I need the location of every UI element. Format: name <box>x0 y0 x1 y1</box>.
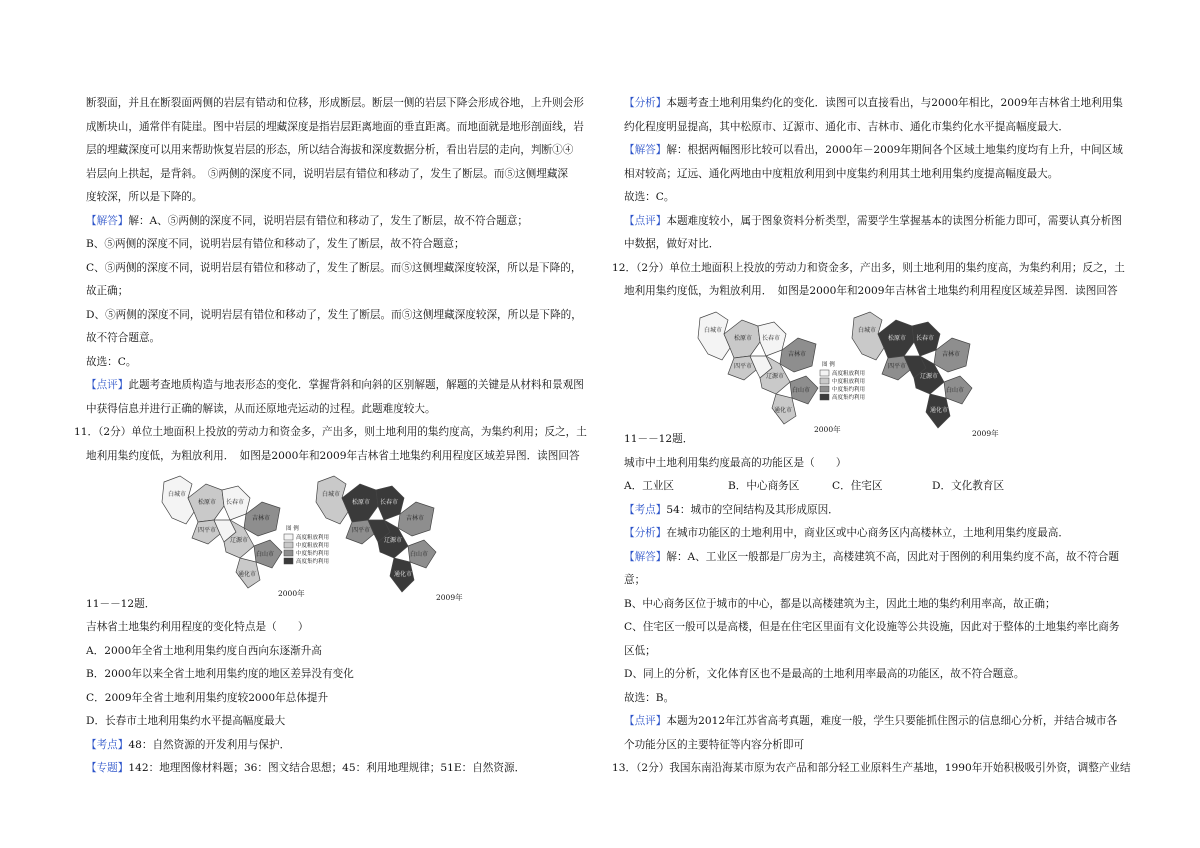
answer-tag: 【解答】 <box>86 214 129 227</box>
year-2009: 2009年 <box>436 593 463 602</box>
figure-caption: 11－－12题． <box>624 433 694 445</box>
q11-option-c[interactable]: C．2009年全省土地利用集约度较2000年总体提升 <box>86 691 329 704</box>
comment2-1: 【点评】本题为2012年江苏省高考真题，难度一般，学生只要能抓住图示的信息细心分析，并结合城市各 <box>624 715 1118 727</box>
left-column <box>74 92 606 781</box>
q12-option-a[interactable]: A．工业区 <box>624 480 675 492</box>
kaodian: 【考点】54：城市的空间结构及其形成原因． <box>624 503 839 516</box>
label-baishan-2009: 白山市 <box>946 386 965 394</box>
comment-2: 中获得信息并进行正确的解读，从而还原地壳运动的过程。此题难度较大。 <box>86 402 436 415</box>
q13-line-1: 13．（2分）我国东南沿海某市原为农产品和部分轻工业原料生产基地，1990年开始积极吸引外资，调整产业结 <box>612 762 1131 774</box>
svg-text:图 例: 图 例 <box>822 361 835 368</box>
label-songyuan-2000: 松原市 <box>198 499 217 506</box>
map-image <box>158 472 488 612</box>
label-baicheng-2000: 白城市 <box>704 326 723 334</box>
comment-tag: 【点评】 <box>86 379 129 391</box>
choice-1: 故选：C。 <box>624 191 675 203</box>
label-jilin-2009: 吉林市 <box>942 350 961 358</box>
label-changchun-2000: 长春市 <box>762 334 781 342</box>
label-siping-2000: 四平市 <box>734 362 753 370</box>
label-baishan-2000: 白山市 <box>792 386 811 394</box>
label-changchun-2009: 长春市 <box>380 499 399 506</box>
answer-d-1: D、⑤两侧的深度不同，说明岩层有错位和移动了，发生了断层。而⑤这侧埋藏深度较深，所以是下降的， <box>86 308 582 321</box>
answer2-a-2: 意； <box>624 574 646 586</box>
intro-line-1: 断裂面，并且在断裂面两侧的岩层有错动和位移，形成断层。断层一侧的岩层下降会形成谷地，上升则会形 <box>86 97 584 109</box>
map-2009 <box>852 312 999 438</box>
label-baishan-2009: 白山市 <box>410 551 429 558</box>
choice-2: 故选：B。 <box>624 691 675 704</box>
label-baishan-2000: 白山市 <box>256 551 275 558</box>
kaodian-tag: 【考点】 <box>624 503 667 516</box>
label-jilin-2009: 吉林市 <box>406 515 425 522</box>
q11-option-a[interactable]: A．2000年全省土地利用集约度自西向东逐渐升高 <box>86 644 322 657</box>
comment-2: 中数据，做好对比． <box>624 238 720 250</box>
map-2000 <box>162 476 305 598</box>
svg-text:中度集约利用: 中度集约利用 <box>296 551 330 557</box>
analysis-2: 约化程度明显提高，其中松原市、辽源市、通化市、吉林市、通化市集约化水平提高幅度最大． <box>624 120 1069 133</box>
figure-caption: 11－－12题． <box>86 597 156 610</box>
q12-options <box>624 475 1138 499</box>
label-tonghua-2000: 通化市 <box>238 571 257 578</box>
q12-option-d[interactable]: D．文化教育区 <box>932 480 1005 492</box>
comment-1: 【点评】本题难度较小，属于图象资料分析类型，需要学生掌握基本的读图分析能力即可，需要认真分析图 <box>624 214 1122 227</box>
label-jilin-2000: 吉林市 <box>252 515 271 522</box>
q12-number: 12． <box>612 261 637 274</box>
analysis2-tag: 【分析】 <box>624 527 667 539</box>
label-songyuan-2000: 松原市 <box>734 334 753 342</box>
zhuanti: 【专题】142：地理图像材料题；36：图文结合思想；45：利用地理规律；51E：自然资源． <box>86 762 526 774</box>
q12-option-b[interactable]: B．中心商务区 <box>728 480 800 492</box>
svg-text:图 例: 图 例 <box>286 526 299 532</box>
answer2-a-1: 【解答】解：A、工业区一般都是厂房为主，高楼建筑不高，因此对于图例的利用集约度不高，故不符合题 <box>624 550 1119 563</box>
svg-text:中度粗放利用: 中度粗放利用 <box>832 378 866 385</box>
q11-option-b[interactable]: B．2000年以来全省土地利用集约度的地区差异没有变化 <box>86 668 354 680</box>
label-liaoyuan-2000: 辽源市 <box>766 372 785 380</box>
label-baicheng-2009: 白城市 <box>322 491 341 498</box>
q12-stem: 城市中土地利用集约度最高的功能区是（ ） <box>624 456 847 469</box>
q11-line-2: 地利用集约度低，为粗放利用． 如图是2000年和2009年吉林省土地集约利用程度区域差异图．读图回答 <box>86 449 580 462</box>
comment-tag: 【点评】 <box>624 214 667 227</box>
q12-line-1: 12．（2分）单位土地面积上投放的劳动力和资金多，产出多，则土地利用的集约度高，为集约利用；反之，土 <box>612 261 1125 274</box>
choice: 故选：C。 <box>86 355 137 368</box>
svg-text:高度粗放利用: 高度粗放利用 <box>296 535 330 541</box>
comment2-2: 个功能分区的主要特征等内容分析即可 <box>624 738 805 751</box>
q11-option-d[interactable]: D．长春市土地利用集约水平提高幅度最大 <box>86 715 286 727</box>
label-siping-2000: 四平市 <box>198 527 217 534</box>
label-changchun-2009: 长春市 <box>916 334 935 342</box>
answer2-d: D、同上的分析，文化体育区也不是最高的土地利用率最高的功能区，故不符合题意。 <box>624 668 1025 680</box>
map-2000 <box>698 312 841 434</box>
answer-a: 【解答】解：A、⑤两侧的深度不同，说明岩层有错位和移动了，发生了断层，故不符合题意； <box>86 214 528 227</box>
q11-stem: 吉林省土地集约利用程度的变化特点是（ ） <box>86 621 309 633</box>
label-tonghua-2009: 通化市 <box>930 406 949 414</box>
map-image <box>694 308 1024 448</box>
label-baicheng-2009: 白城市 <box>858 326 877 334</box>
right-column <box>612 92 1138 781</box>
answer-1: 【解答】解：根据两幅图形比较可以看出，2000年－2009年期间各个区域土地集约度均有上升，中间区域 <box>624 144 1123 156</box>
label-baicheng-2000: 白城市 <box>168 491 187 498</box>
q12-option-c[interactable]: C．住宅区 <box>832 480 883 492</box>
label-liaoyuan-2000: 辽源市 <box>230 537 249 544</box>
svg-text:中度集约利用: 中度集约利用 <box>832 386 866 393</box>
label-siping-2009: 四平市 <box>352 527 371 534</box>
intro-line-4: 岩层向上拱起，是背斜。 ⑤两侧的深度不同，说明岩层有错位和移动了，发生了断层。而⑤这侧埋藏深 <box>86 167 569 180</box>
answer-d-2: 故不符合题意。 <box>86 332 161 344</box>
intro-line-2: 成断块山，通常伴有陡崖。图中岩层的埋藏深度是指岩层距离地面的垂直距离。而地面就是地形剖面线，岩 <box>86 120 584 133</box>
comment2-tag: 【点评】 <box>624 715 667 727</box>
analysis2: 【分析】在城市功能区的土地利用中，商业区或中心商务区内高楼林立，土地利用集约度最高． <box>624 527 1069 539</box>
answer2-b: B、中心商务区位于城市的中心，都是以高楼建筑为主，因此土地的集约利用率高，故正确； <box>624 597 1056 610</box>
answer-b: B、⑤两侧的深度不同，说明岩层有错位和移动了，发生了断层，故不符合题意； <box>86 238 465 250</box>
label-tonghua-2000: 通化市 <box>774 406 793 414</box>
zhuanti-tag: 【专题】 <box>86 762 129 774</box>
svg-text:高度集约利用: 高度集约利用 <box>832 394 866 401</box>
map-figure-right <box>624 308 1138 450</box>
map-figure-left <box>86 472 606 614</box>
label-changchun-2000: 长春市 <box>226 499 245 506</box>
answer2-tag: 【解答】 <box>624 550 667 563</box>
label-jilin-2000: 吉林市 <box>788 350 807 358</box>
label-siping-2009: 四平市 <box>888 362 907 370</box>
svg-text:高度集约利用: 高度集约利用 <box>296 559 330 565</box>
answer2-c-2: 区低； <box>624 644 656 657</box>
q11-line-1: 11．（2分）单位土地面积上投放的劳动力和资金多，产出多，则土地利用的集约度高，为集约利用；反之，土 <box>74 426 587 438</box>
label-liaoyuan-2009: 辽源市 <box>384 537 403 544</box>
comment-1: 【点评】此题考查地质构造与地表形态的变化．掌握背斜和向斜的区别解题，解题的关键是从材料和景观图 <box>86 379 584 391</box>
kaodian-tag: 【考点】 <box>86 738 129 751</box>
q13-number: 13． <box>612 762 637 774</box>
q11-number: 11． <box>74 426 99 438</box>
analysis-tag: 【分析】 <box>624 97 667 109</box>
label-liaoyuan-2009: 辽源市 <box>920 372 939 380</box>
map-2009 <box>316 476 463 602</box>
year-2009: 2009年 <box>972 428 999 438</box>
label-songyuan-2009: 松原市 <box>888 334 907 342</box>
label-tonghua-2009: 通化市 <box>394 571 413 578</box>
map-legend <box>284 524 329 565</box>
q12-line-2: 地利用集约度低，为粗放利用． 如图是2000年和2009年吉林省土地集约利用程度区域差异图．读图回答 <box>624 285 1118 297</box>
analysis-1: 【分析】本题考查土地利用集约化的变化．读图可以直接看出，与2000年相比，2009年吉林省土地利用集 <box>624 97 1123 109</box>
kaodian: 【考点】48：自然资源的开发利用与保护． <box>86 738 291 751</box>
intro-line-5: 度较深，所以是下降的。 <box>86 191 203 203</box>
svg-text:中度粗放利用: 中度粗放利用 <box>296 543 330 549</box>
answer-c-2: 故正确； <box>86 285 129 297</box>
answer2-c-1: C、住宅区一般可以是高楼，但是在住宅区里面有文化设施等公共设施，因此对于整体的土地集约率比商务 <box>624 621 1120 633</box>
year-2000: 2000年 <box>814 424 841 434</box>
svg-text:高度粗放利用: 高度粗放利用 <box>832 370 866 377</box>
answer-c-1: C、⑤两侧的深度不同，说明岩层有错位和移动了，发生了断层。而⑤这侧埋藏深度较深，所以是下降的， <box>86 261 582 274</box>
answer-2: 相对较高；辽远、通化两地由中度粗放利用到中度集约利用其土地利用集约度提高幅度最大。 <box>624 167 1059 180</box>
year-2000: 2000年 <box>278 589 305 598</box>
label-songyuan-2009: 松原市 <box>352 499 371 506</box>
answer-tag: 【解答】 <box>624 144 667 156</box>
map-legend <box>820 360 865 401</box>
intro-line-3: 层的埋藏深度可以用来帮助恢复岩层的形态，所以结合海拔和深度数据分析，看出岩层的走向，判断①④ <box>86 144 574 156</box>
